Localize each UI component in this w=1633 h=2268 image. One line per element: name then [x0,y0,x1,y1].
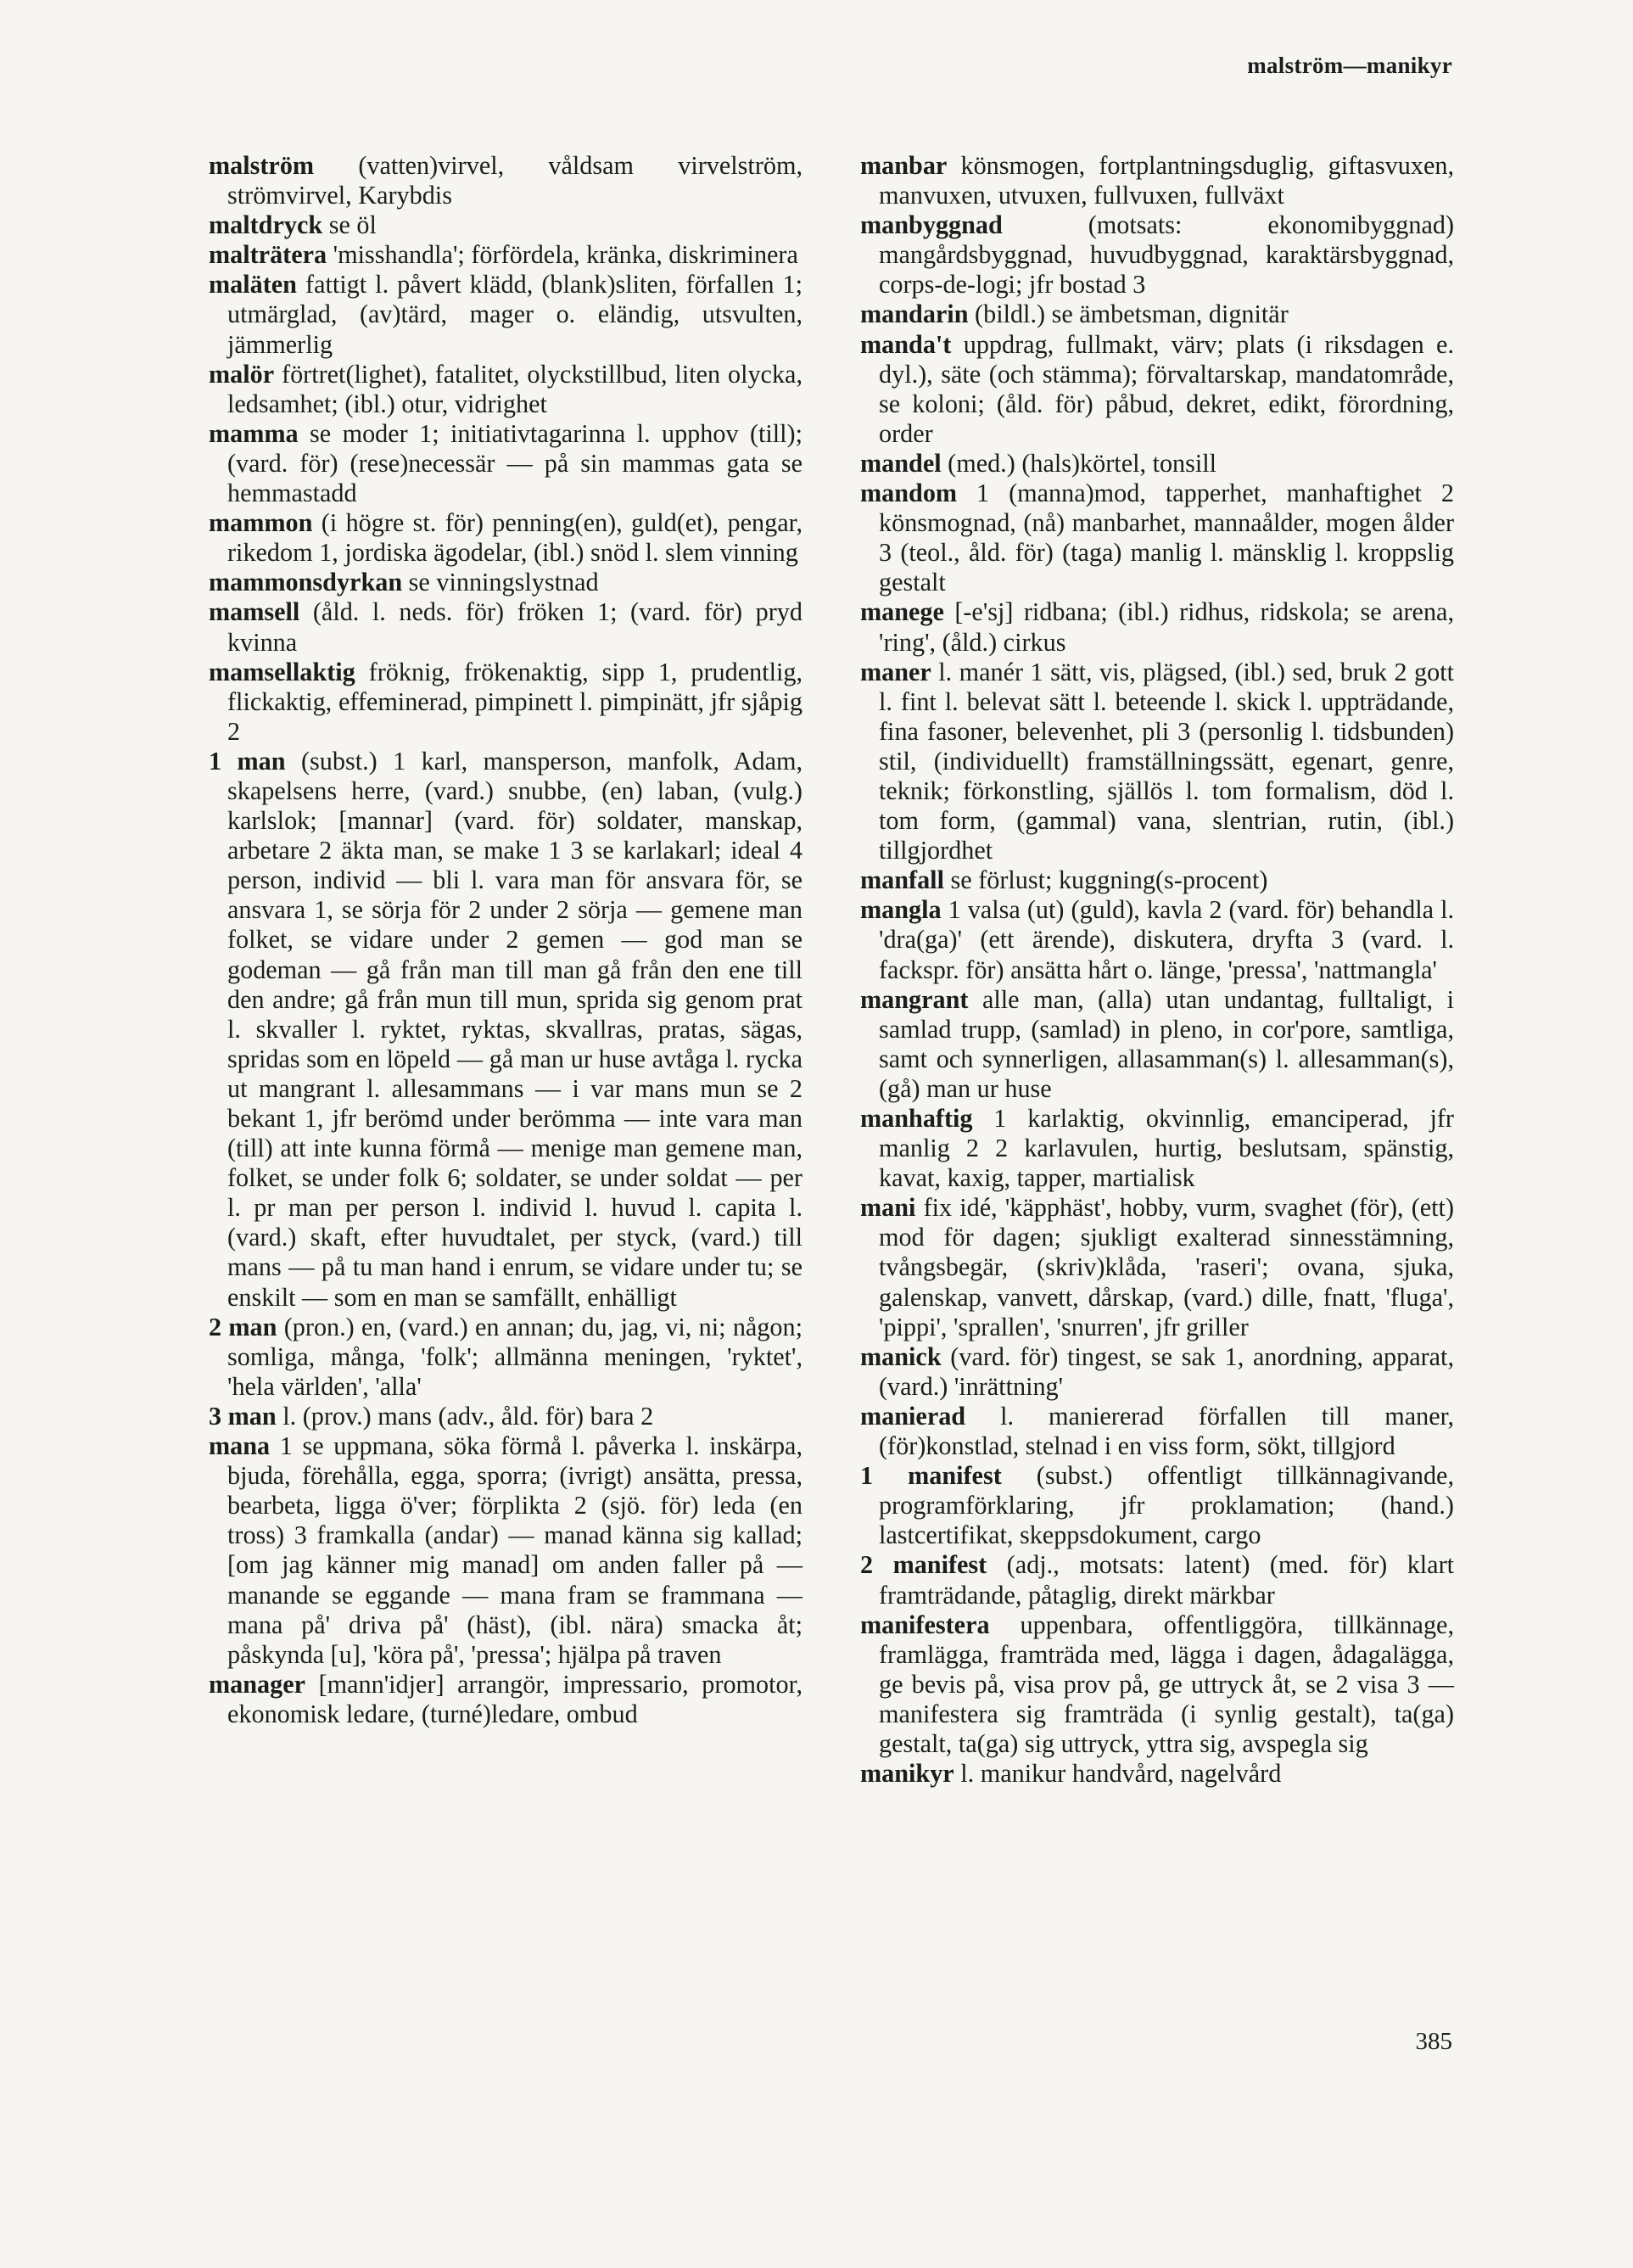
entry-headword: 3 man [209,1401,277,1431]
entry-definition: (subst.) 1 karl, mansperson, manfolk, Adam, skapelsens herre, (vard.) snubbe, (en) laban, (vulg.) karlslok; [mannar] (vard. för) soldater, manskap, arbetare 2 äkta man, se make 1 3 se karlakarl; ideal 4 person, individ — bli l. vara man för ansvara för, se ansvara 1, se sörja för 2 under 2 sörja — gemene man folket, se vidare under 2 gemen — god man se godeman — gå från man till man gå från den ene till den andre; gå från mun till mun, sprida sig genom prat l. skvaller l. ryktet, ryktas, skvallras, pratas, sägas, spridas som en löpeld — gå man ur huse avtåga l. rycka ut mangrant l. allesammans — i var mans mun se 2 bekant 1, jfr berömd under berömma — inte vara man (till) att inte kunna förmå — menige man gemene man, folket, se under folk 6; soldater, se under soldat — per l. pr man per person l. individ l. huvud l. capita l. (vard.) skaft, efter huvudtalet, per styck, (vard.) till mans — på tu man hand i enrum, se vidare under tu; se enskilt — som en man se samfällt, enhälligt [227,746,803,1312]
dictionary-entry [860,300,1454,329]
entry-definition: fix idé, 'käpphäst', hobby, vurm, svaghet (för), (ett) mod för dagen; sjukligt exalterad sinnesstämning, tvångsbegär, (skriv)klåda, 'raseri'; ovana, sjuka, galenskap, vanvett, dårskap, (vard.) dille, fnatt, 'fluga', 'pippi', 'sprallen', 'snurren', jfr griller [879,1193,1454,1341]
entry-definition: (subst.) offentligt tillkännagivande, programförklaring, jfr proklamation; (hand.) lastcertifikat, skeppsdokument, cargo [879,1461,1454,1550]
entry-definition: [mann'idjer] arrangör, impressario, promotor, ekonomisk ledare, (turné)ledare, ombud [227,1669,803,1728]
entry-definition: (i högre st. för) penning(en), guld(et), pengar, rikedom 1, jordiska ägodelar, (ibl.) snöd l. slem vinning [227,508,803,568]
entry-definition: alle man, (alla) utan undantag, fulltaligt, i samlad trupp, (samlad) in pleno, in cor'pore, samtliga, samt och synnerligen, allasamman(s) l. allesamman(s), (gå) man ur huse [879,984,1454,1103]
dictionary-entry [860,1402,1454,1461]
dictionary-entry [209,508,803,568]
dictionary-entry [860,151,1454,210]
entry-definition: fattigt l. påvert klädd, (blank)sliten, förfallen 1; utmärglad, (av)tärd, mager o. eländig, utsvulten, jämmerlig [227,270,803,359]
dictionary-entry [860,1759,1454,1789]
dictionary-entry [209,210,803,240]
entry-definition: l. maniererad förfallen till maner, (för)konstlad, stelnad i en viss form, sökt, tillgjord [879,1401,1454,1461]
entry-headword: manbar [860,151,948,180]
entry-definition: l. manér 1 sätt, vis, plägsed, (ibl.) sed, bruk 2 gott l. fint l. belevat sätt l. beteende l. skick l. uppträdande, fina fasoner, belevenhet, pli 3 (personlig l. tidsbunden) stil, (individuellt) framställningssätt, egenart, genre, teknik; förkonstling, själlös l. tom formalism, död l. tom form, (gammal) vana, slentrian, rutin, (ibl.) tillgjordhet [879,657,1454,865]
entry-definition: uppdrag, fullmakt, värv; plats (i riksdagen e. dyl.), säte (och stämma); förvaltarskap, mandatområde, se koloni; (åld. för) påbud, dekret, edikt, förordning, order [879,329,1454,448]
page-number: 385 [1415,2028,1452,2055]
entry-headword: mamma [209,418,299,448]
dictionary-entry [860,1193,1454,1341]
right-column [860,151,1454,1789]
entry-headword: mana [209,1431,271,1461]
entry-definition: l. (prov.) mans (adv., åld. för) bara 2 [276,1401,654,1431]
entry-headword: manege [860,597,944,627]
dictionary-entry [860,1550,1454,1610]
dictionary-entry [860,479,1454,597]
entry-definition: se vinningslystnad [402,568,599,597]
entry-definition: 1 (manna)mod, tapperhet, manhaftighet 2 könsmognad, (nå) manbarhet, mannaålder, mogen ålder 3 (teol., åld. för) (taga) manlig l. mänsklig l. kroppslig gestalt [879,479,1454,597]
dictionary-entry [860,330,1454,449]
entry-headword: mandom [860,479,958,508]
entry-headword: malträtera [209,240,327,270]
dictionary-entry [860,449,1454,479]
entry-definition: (bildl.) se ämbetsman, dignitär [968,300,1289,329]
dictionary-entry [860,895,1454,984]
entry-headword: 1 manifest [860,1461,1002,1491]
entry-headword: manager [209,1669,306,1699]
dictionary-entry [209,360,803,419]
entry-headword: mangrant [860,984,969,1014]
dictionary-entry [209,240,803,270]
dictionary-entry [209,1402,803,1431]
entry-definition: (åld. l. neds. för) fröken 1; (vard. för) pryd kvinna [227,597,803,657]
entry-headword: mandel [860,448,942,478]
dictionary-entry [209,568,803,597]
dictionary-entry [209,1431,803,1670]
entry-headword: manick [860,1341,942,1371]
entry-headword: malström [209,151,315,180]
entry-headword: manikyr [860,1759,954,1789]
entry-definition: fröknig, frökenaktig, sipp 1, prudentlig, flickaktig, effeminerad, pimpinett l. pimpinätt, jfr sjåpig 2 [227,657,803,746]
entry-definition: [-e'sj] ridbana; (ibl.) ridhus, ridskola; se arena, 'ring', (åld.) cirkus [879,597,1454,657]
dictionary-entry [209,1670,803,1729]
entry-headword: mammon [209,508,313,538]
entry-headword: mamsellaktig [209,657,355,686]
entry-definition: se moder 1; initiativtagarinna l. upphov (till); (vard. för) (rese)necessär — på sin mammas gata se hemmastadd [227,418,803,508]
entry-definition: (motsats: ekonomibyggnad) mangårdsbyggnad, huvudbyggnad, karaktärsbyggnad, corps-de-logi; jfr bostad 3 [879,210,1454,300]
dictionary-entry [209,270,803,359]
entry-headword: manifestera [860,1610,990,1639]
entry-headword: manda't [860,329,952,359]
entry-headword: maläten [209,270,297,300]
dictionary-entry [209,151,803,210]
dictionary-entry [209,419,803,508]
entry-definition: könsmogen, fortplantningsduglig, giftasvuxen, manvuxen, utvuxen, fullvuxen, fullväxt [879,151,1454,210]
entry-definition: 'misshandla'; förfördela, kränka, diskriminera [327,240,798,270]
entry-headword: mangla [860,895,942,925]
entry-definition: (vatten)virvel, våldsam virvelström, strömvirvel, Karybdis [227,151,803,210]
entry-definition: (pron.) en, (vard.) en annan; du, jag, vi, ni; någon; somliga, många, 'folk'; allmänna meningen, 'ryktet', 'hela världen', 'alla' [227,1312,803,1401]
dictionary-entry [860,1461,1454,1550]
entry-definition: se öl [322,210,377,240]
running-header: malström—manikyr [1247,53,1452,78]
entry-headword: manhaftig [860,1104,973,1133]
dictionary-entry [860,1342,1454,1402]
entry-definition: förtret(lighet), fatalitet, olyckstillbud, liten olycka, ledsamhet; (ibl.) otur, vidrighet [227,359,803,418]
entry-headword: mani [860,1193,916,1223]
dictionary-entry [209,597,803,657]
entry-definition: 1 karlaktig, okvinnlig, emanciperad, jfr manlig 2 2 karlavulen, hurtig, beslutsam, spänstig, kavat, kaxig, tapper, martialisk [879,1104,1454,1193]
entry-headword: maner [860,657,931,686]
entry-definition: uppenbara, offentliggöra, tillkännage, framlägga, framträda med, lägga i dagen, ådagalägga, ge bevis på, visa prov på, ge uttryck åt, se 2 visa 3 — manifestera sig framträda (i synlig gestalt), ta(ga) gestalt, ta(ga) sig uttryck, yttra sig, avspegla sig [879,1610,1454,1758]
entry-headword: manierad [860,1401,966,1431]
dictionary-entry [860,597,1454,657]
dictionary-entry [860,1104,1454,1193]
dictionary-entry [860,985,1454,1104]
entry-headword: manfall [860,865,944,895]
entry-headword: 2 manifest [860,1550,987,1580]
dictionary-entry [209,747,803,1313]
entry-headword: malör [209,359,275,389]
entry-definition: l. manikur handvård, nagelvård [954,1759,1282,1789]
dictionary-entry [860,210,1454,300]
entry-headword: manbyggnad [860,210,1003,240]
entry-headword: 2 man [209,1312,277,1341]
entry-headword: mandarin [860,300,969,329]
entry-definition: se förlust; kuggning(s-procent) [943,865,1268,895]
entry-headword: mammonsdyrkan [209,568,403,597]
dictionary-entry [860,865,1454,895]
entry-definition: 1 valsa (ut) (guld), kavla 2 (vard. för) behandla l. 'dra(ga)' (ett ärende), diskutera, dryfta 3 (vard. l. fackspr. för) ansätta hårt o. länge, 'pressa', 'nattmangla' [879,895,1454,984]
entry-headword: mamsell [209,597,300,627]
dictionary-entry [860,1610,1454,1759]
entry-definition: (adj., motsats: latent) (med. för) klart framträdande, påtaglig, direkt märkbar [879,1550,1455,1610]
entry-headword: 1 man [209,746,286,776]
dictionary-entry [209,658,803,747]
dictionary-entry [209,1313,803,1402]
left-column [209,151,803,1729]
entry-definition: (vard. för) tingest, se sak 1, anordning, apparat, (vard.) 'inrättning' [879,1341,1454,1401]
entry-headword: maltdryck [209,210,323,240]
entry-definition: 1 se uppmana, söka förmå l. påverka l. inskärpa, bjuda, förehålla, egga, sporra; (ivrigt) ansätta, pressa, bearbeta, ligga ö'ver; förplikta 2 (sjö. för) leda (en tross) 3 framkalla (andar) — manad känna sig kallad; [om jag känner mig manad] om anden faller på — manande se eggande — mana fram se frammana — mana på' driva på' (häst), (ibl. nära) smacka åt; påskynda [u], 'köra på', 'pressa'; hjälpa på traven [227,1431,803,1669]
dictionary-entry [860,658,1454,866]
entry-definition: (med.) (hals)körtel, tonsill [941,448,1217,478]
